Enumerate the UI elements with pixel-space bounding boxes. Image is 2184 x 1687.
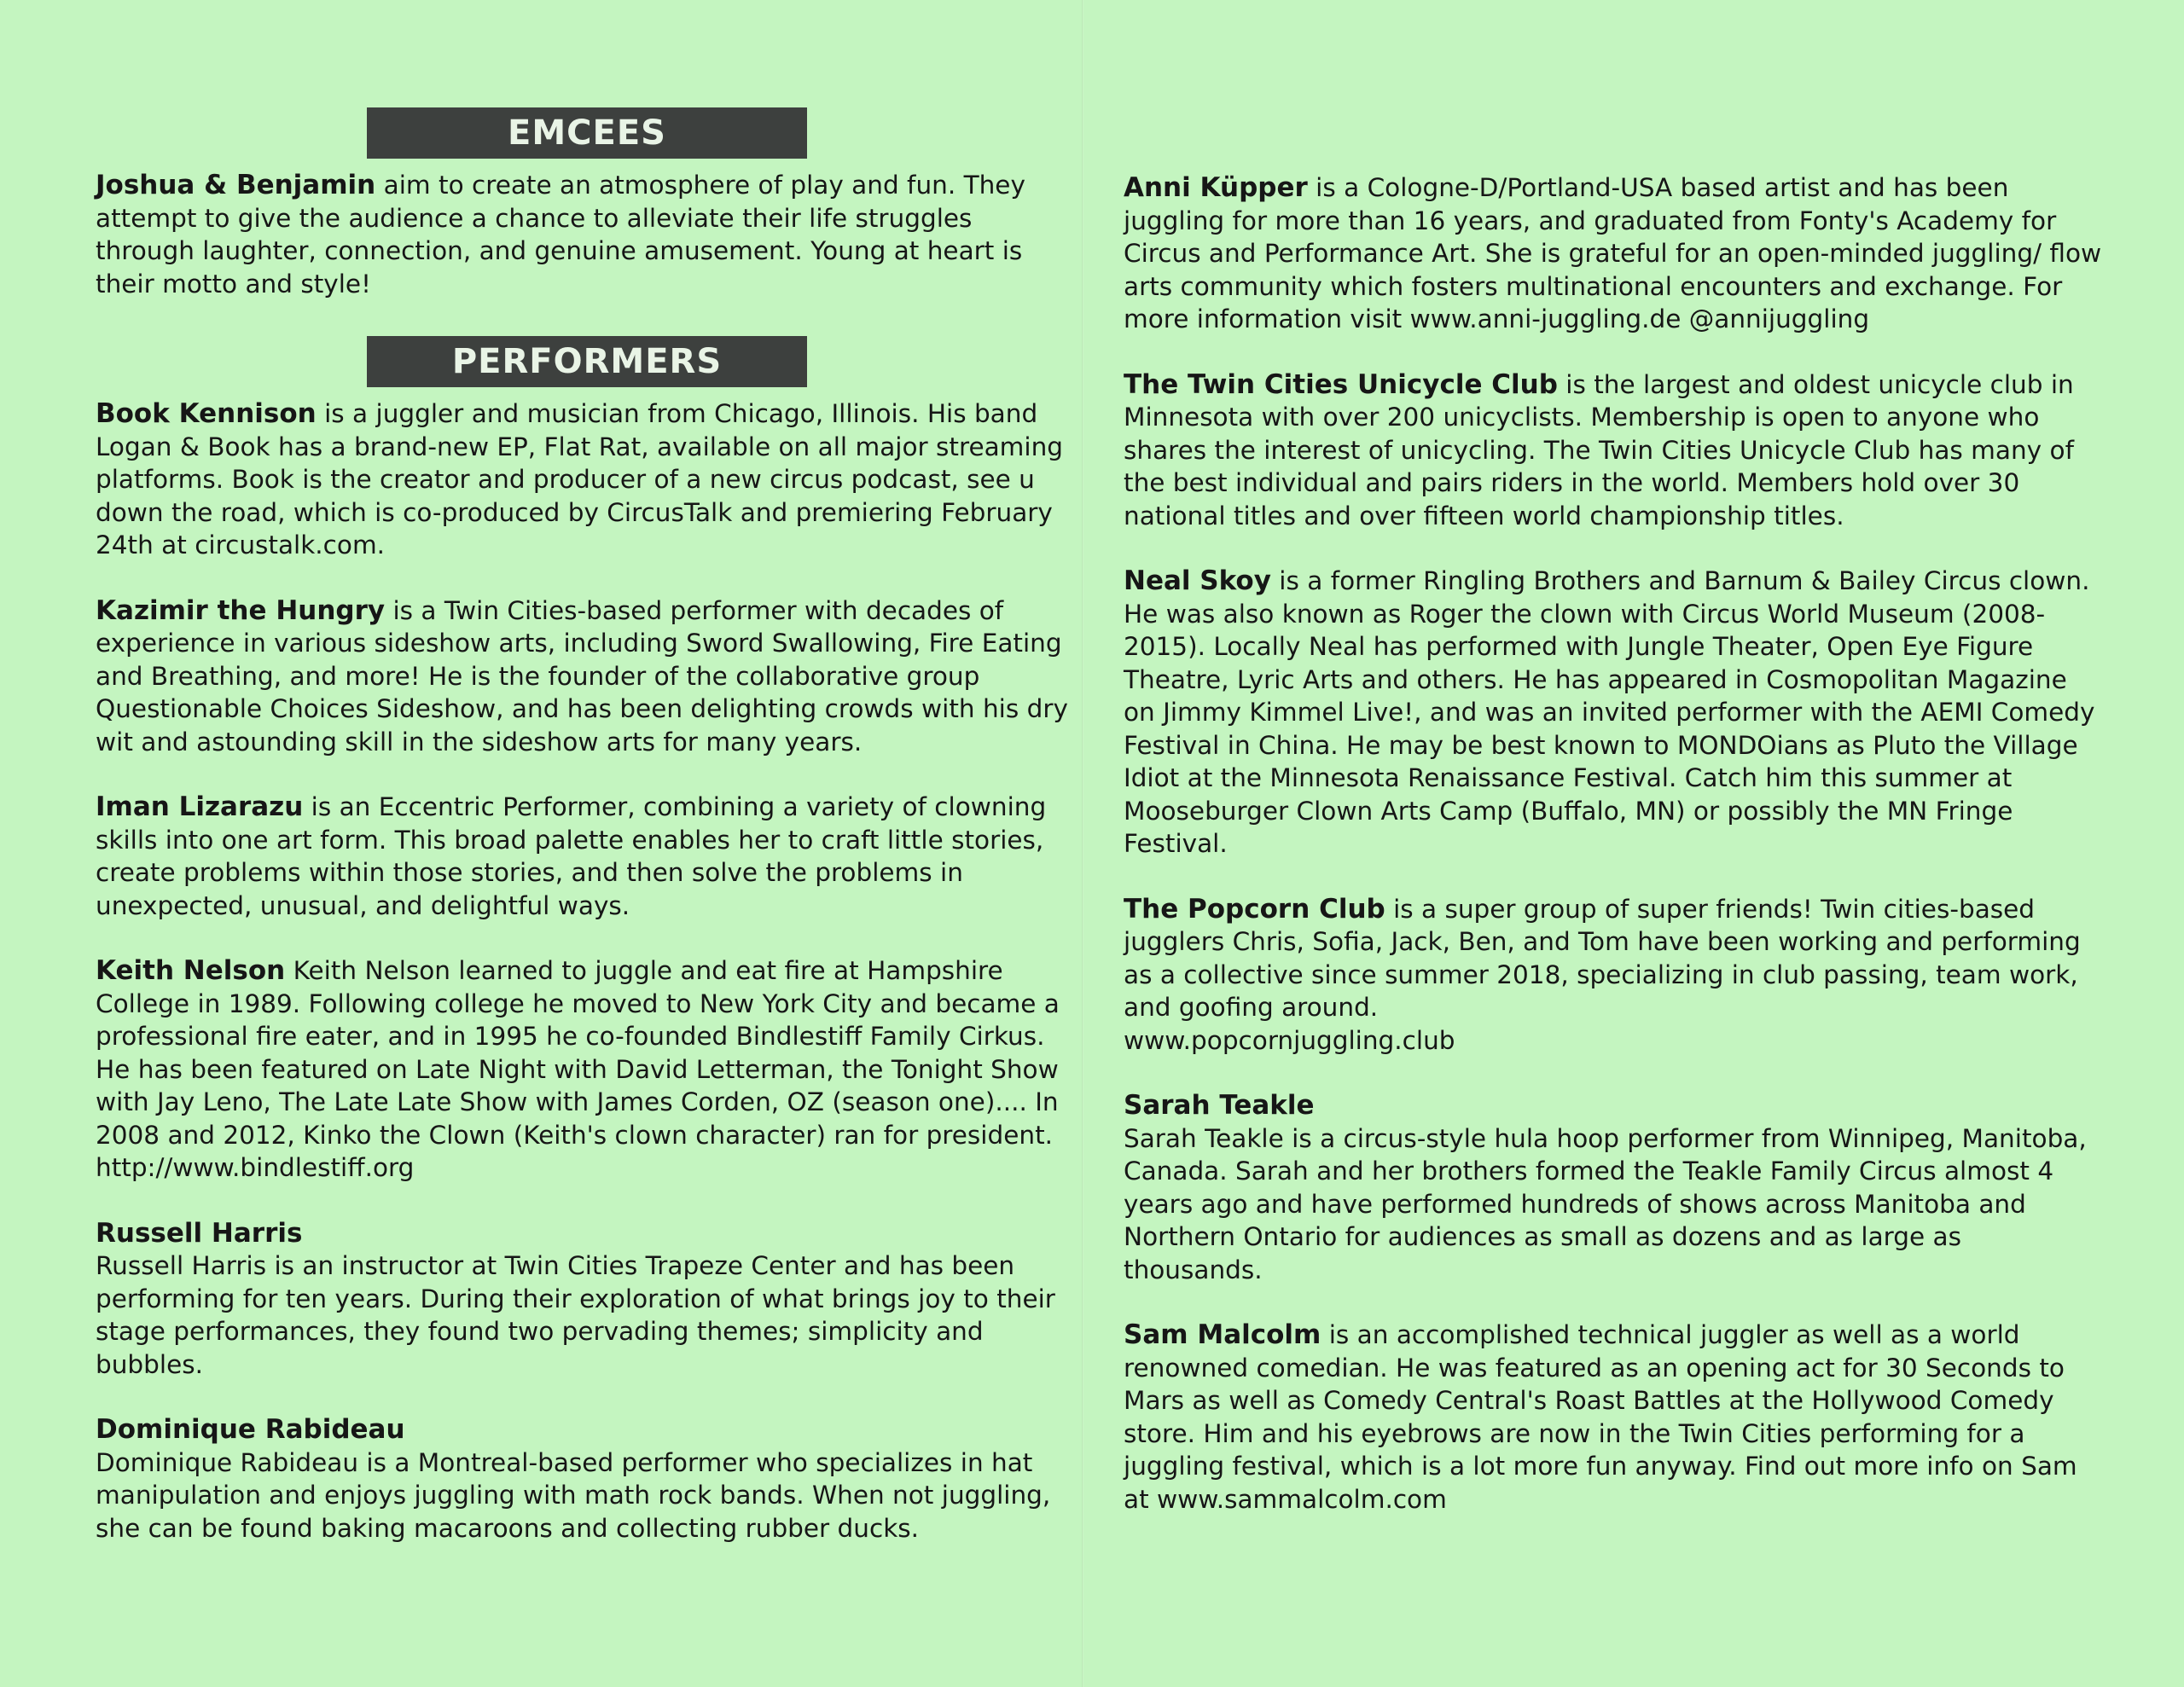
performer-name: The Twin Cities Unicycle Club	[1124, 368, 1558, 400]
entry-russell-harris	[96, 1217, 1068, 1382]
performer-name: Kazimir the Hungry	[96, 594, 386, 626]
entry-sarah-teakle	[1124, 1089, 2105, 1286]
performer-bio: is an Eccentric Performer, combining a variety of clowning skills into one art form. This broad palette enables her to craft little stories, create problems within those stories, and then solve the problems in unexpected, unusual, and delightful ways.	[96, 792, 1047, 920]
performer-bio: is a Cologne-D/Portland-USA based artist and has been juggling for more than 16 years, and graduated from Fonty's Academy for Circus and Performance Art. She is grateful for an open-minded juggling/ flow arts community which fosters multinational encounters and exchange. For more information visit www.anni-juggling.de @annijuggling	[1124, 173, 2102, 333]
performer-name: Book Kennison	[96, 398, 317, 429]
performer-name: Iman Lizarazu	[96, 791, 304, 822]
performers-header: PERFORMERS	[367, 336, 807, 387]
performer-bio: aim to create an atmosphere of play and fun. They attempt to give the audience a chance to alleviate their life struggles through laughter, connection, and genuine amusement. Young at heart is their motto and style!	[96, 171, 1025, 299]
performer-bio: is a juggler and musician from Chicago, Illinois. His band Logan & Book has a brand-new EP, Flat Rat, available on all major streaming platforms. Book is the creator and producer of a new circus podcast, see u down the road, which is co-produced by CircusTalk and premiering February 24th at circustalk.com.	[96, 399, 1064, 559]
entry-neal-skoy	[1124, 565, 2105, 861]
performer-bio: Dominique Rabideau is a Montreal-based performer who specializes in hat manipulation and enjoys juggling with math rock bands. When not juggling, she can be found baking macaroons and collecting rubber ducks.	[96, 1447, 1051, 1543]
entry-keith-nelson	[96, 954, 1068, 1185]
entry-book-kennison	[96, 397, 1068, 562]
performer-name: Dominique Rabideau	[96, 1414, 405, 1445]
performer-name: Sarah Teakle	[1124, 1090, 1315, 1121]
entry-emcees	[96, 169, 1068, 300]
performer-name: Keith Nelson	[96, 955, 286, 986]
performer-bio: Sarah Teakle is a circus-style hula hoop performer from Winnipeg, Manitoba, Canada. Sarah and her brothers formed the Teakle Family Circus almost 4 years ago and have performed hundreds of shows across Manitoba and Northern Ontario for audiences as small as dozens and as large as thousands.	[1124, 1123, 2087, 1284]
performer-bio: is a former Ringling Brothers and Barnum & Bailey Circus clown. He was also known as Roger the clown with Circus World Museum (2008-2015). Locally Neal has performed with Jungle Theater, Open Eye Figure Theatre, Lyric Arts and others. He has appeared in Cosmopolitan Magazine on Jimmy Kimmel Live!, and was an invited performer with the AEMI Comedy Festival in China. He may be best known to MONDOians as Pluto the Village Idiot at the Minnesota Renaissance Festival. Catch him this summer at Mooseburger Clown Arts Camp (Buffalo, MN) or possibly the MN Fringe Festival.	[1124, 566, 2095, 858]
performer-name: Russell Harris	[96, 1217, 303, 1249]
emcees-header: EMCEES	[367, 107, 807, 159]
performer-name: Anni Küpper	[1124, 172, 1308, 203]
performer-bio: is a Twin Cities-based performer with decades of experience in various sideshow arts, including Sword Swallowing, Fire Eating and Breathing, and more! He is the founder of the collaborative group Questionable Choices Sideshow, and has been delighting crowds with his dry wit and astounding skill in the sideshow arts for many years.	[96, 595, 1068, 757]
website-link: http://www.bindlestiff.org	[96, 1153, 415, 1182]
page-fold	[1082, 0, 1083, 1687]
website-link: www.popcornjuggling.club	[1124, 1025, 1455, 1055]
entry-kazimir	[96, 594, 1068, 759]
performer-name: The Popcorn Club	[1124, 893, 1385, 925]
left-page	[96, 0, 1068, 1545]
entry-iman-lizarazu	[96, 791, 1068, 922]
entry-twin-cities-unicycle-club	[1124, 368, 2105, 533]
entry-anni-kupper	[1124, 171, 2105, 336]
performer-bio: is an accomplished technical juggler as well as a world renowned comedian. He was featured as an opening act for 30 Seconds to Mars as well as Comedy Central's Roast Battles at the Hollywood Comedy store. Him and his eyebrows are now in the Twin Cities performing for a juggling festival, which is a lot more fun anyway. Find out more info on Sam at www.sammalcolm.com	[1124, 1320, 2077, 1514]
performer-bio: is a super group of super friends! Twin cities-based jugglers Chris, Sofia, Jack, Ben, and Tom have been working and performing as a collective since summer 2018, specializing in club passing, team work, and goofing around.	[1124, 894, 2081, 1022]
performer-name: Joshua & Benjamin	[96, 170, 376, 200]
entry-dominique-rabideau	[96, 1413, 1068, 1545]
entry-popcorn-club	[1124, 893, 2105, 1058]
entry-sam-malcolm	[1124, 1319, 2105, 1516]
performer-bio: Russell Harris is an instructor at Twin Cities Trapeze Center and has been performing for ten years. During their exploration of what brings joy to their stage performances, they found two pervading themes; simplicity and bubbles.	[96, 1251, 1055, 1379]
right-page	[1124, 0, 2105, 1516]
performer-name: Neal Skoy	[1124, 565, 1271, 596]
performer-name: Sam Malcolm	[1124, 1319, 1321, 1350]
performer-bio: Keith Nelson learned to juggle and eat fire at Hampshire College in 1989. Following college he moved to New York City and became a professional fire eater, and in 1995 he co-founded Bindlestiff Family Cirkus. He has been featured on Late Night with David Letterman, the Tonight Show with Jay Leno, The Late Late Show with James Corden, OZ (season one).... In 2008 and 2012, Kinko the Clown (Keith's clown character) ran for president.	[96, 956, 1060, 1150]
performer-bio: is the largest and oldest unicycle club in Minnesota with over 200 unicyclists. Membership is open to anyone who shares the interest of unicycling. The Twin Cities Unicycle Club has many of the best individual and pairs riders in the world. Members hold over 30 national titles and over fifteen world championship titles.	[1124, 369, 2074, 530]
